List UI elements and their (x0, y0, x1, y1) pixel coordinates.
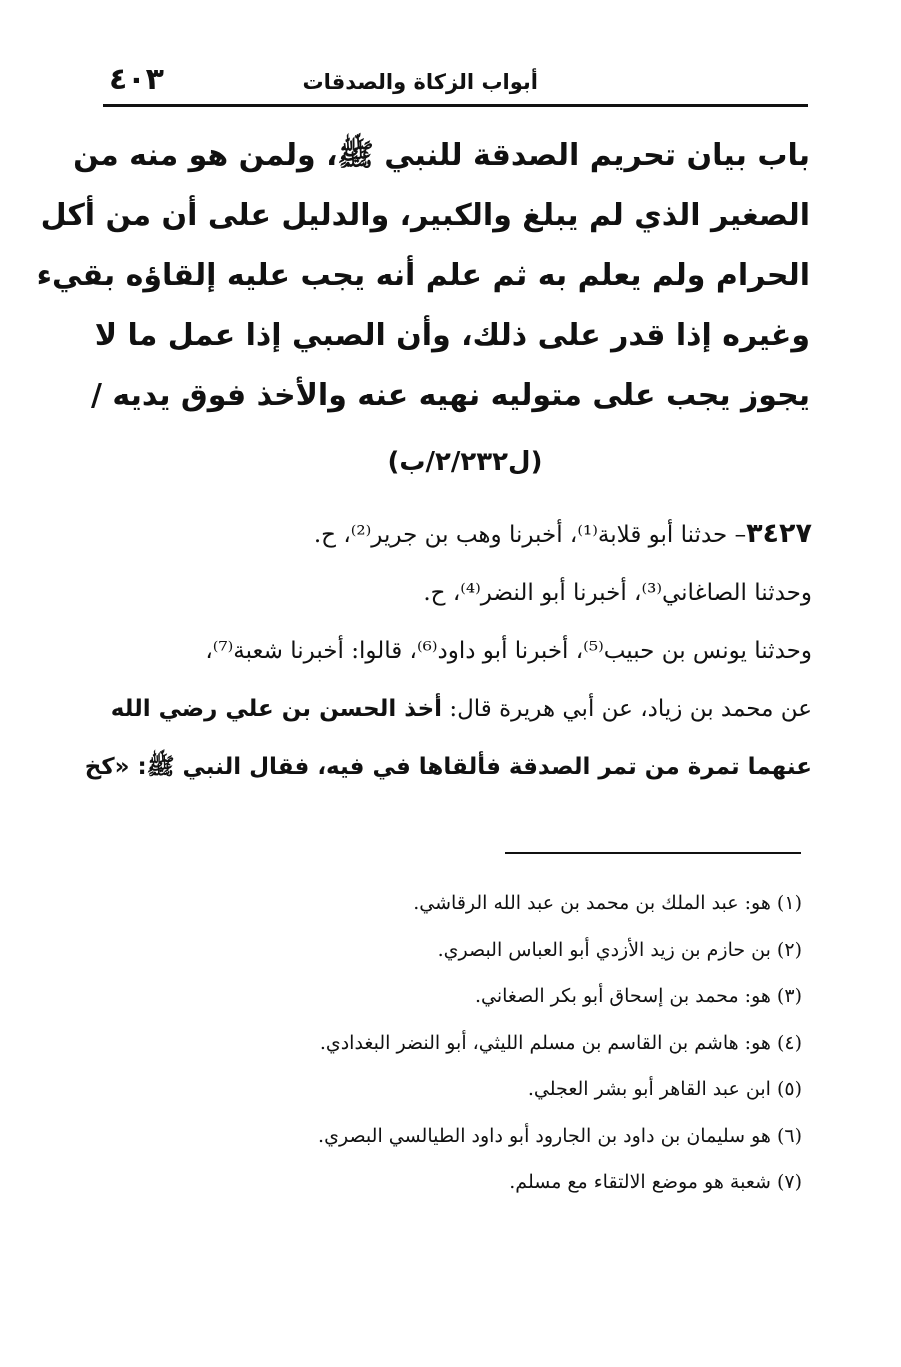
footnote: (٤) هو: هاشم بن القاسم بن مسلم الليثي، أبو النضر البغدادي. (319, 1031, 802, 1054)
manuscript-reference: (ل٢/٢٣٢/ب) (387, 447, 543, 477)
hadith-line (100, 680, 812, 738)
page-number: ٤٠٣ (109, 62, 164, 97)
hadith-number: ٣٤٢٧ (746, 518, 812, 549)
running-header-title: أبواب الزكاة والصدقات (302, 70, 538, 94)
footnote: (٢) بن حازم بن زيد الأزدي أبو العباس البصري. (437, 938, 802, 961)
footnote: (١) هو: عبد الملك بن محمد بن عبد الله الرقاشي. (413, 892, 802, 914)
chapter-heading-line: وغيره إذا قدر على ذلك، وأن الصبي إذا عمل ما لا (94, 318, 810, 353)
hadith-line-text: – حدثنا أبو قلابة⁽¹⁾، أخبرنا وهب بن جرير⁽²⁾، ح. (313, 522, 747, 548)
chapter-heading-line: الحرام ولم يعلم به ثم علم أنه يجب عليه إلقاؤه بقيء (36, 258, 810, 293)
footnote: (٥) ابن عبد القاهر أبو بشر العجلي. (527, 1078, 802, 1100)
footnote: (٦) هو سليمان بن داود بن الجارود أبو داود الطيالسي البصري. (318, 1124, 802, 1147)
footnotes (110, 880, 802, 1206)
footnote: (٣) هو: محمد بن إسحاق أبو بكر الصغاني. (474, 985, 802, 1007)
hadith-line: وحدثنا يونس بن حبيب⁽⁵⁾، أخبرنا أبو داود⁽⁶⁾، قالوا: أخبرنا شعبة⁽⁷⁾، (205, 638, 812, 664)
chapter-heading-line: يجوز يجب على متوليه نهيه عنه والأخذ فوق يديه / (91, 378, 810, 413)
running-header (103, 62, 808, 102)
chapter-heading-line: الصغير الذي لم يبلغ والكبير، والدليل على أن من أكل (40, 198, 810, 233)
header-rule (103, 104, 808, 107)
hadith-line (100, 505, 812, 564)
footnote-separator (505, 852, 801, 854)
hadith-line: وحدثنا الصاغاني⁽³⁾، أخبرنا أبو النضر⁽⁴⁾، ح. (423, 580, 812, 606)
hadith-matn-text: أخذ الحسن بن علي رضي الله (110, 696, 443, 722)
footnote: (٧) شعبة هو موضع الالتقاء مع مسلم. (509, 1171, 802, 1193)
hadith-text (84, 505, 812, 796)
hadith-line-text: عن محمد بن زياد، عن أبي هريرة قال: (442, 696, 812, 722)
hadith-line: عنهما تمرة من تمر الصدقة فألقاها في فيه، فقال النبي ﷺ: «كخ (84, 754, 812, 780)
chapter-heading-line: باب بيان تحريم الصدقة للنبي ﷺ، ولمن هو منه من (73, 138, 810, 173)
chapter-heading (36, 126, 810, 492)
